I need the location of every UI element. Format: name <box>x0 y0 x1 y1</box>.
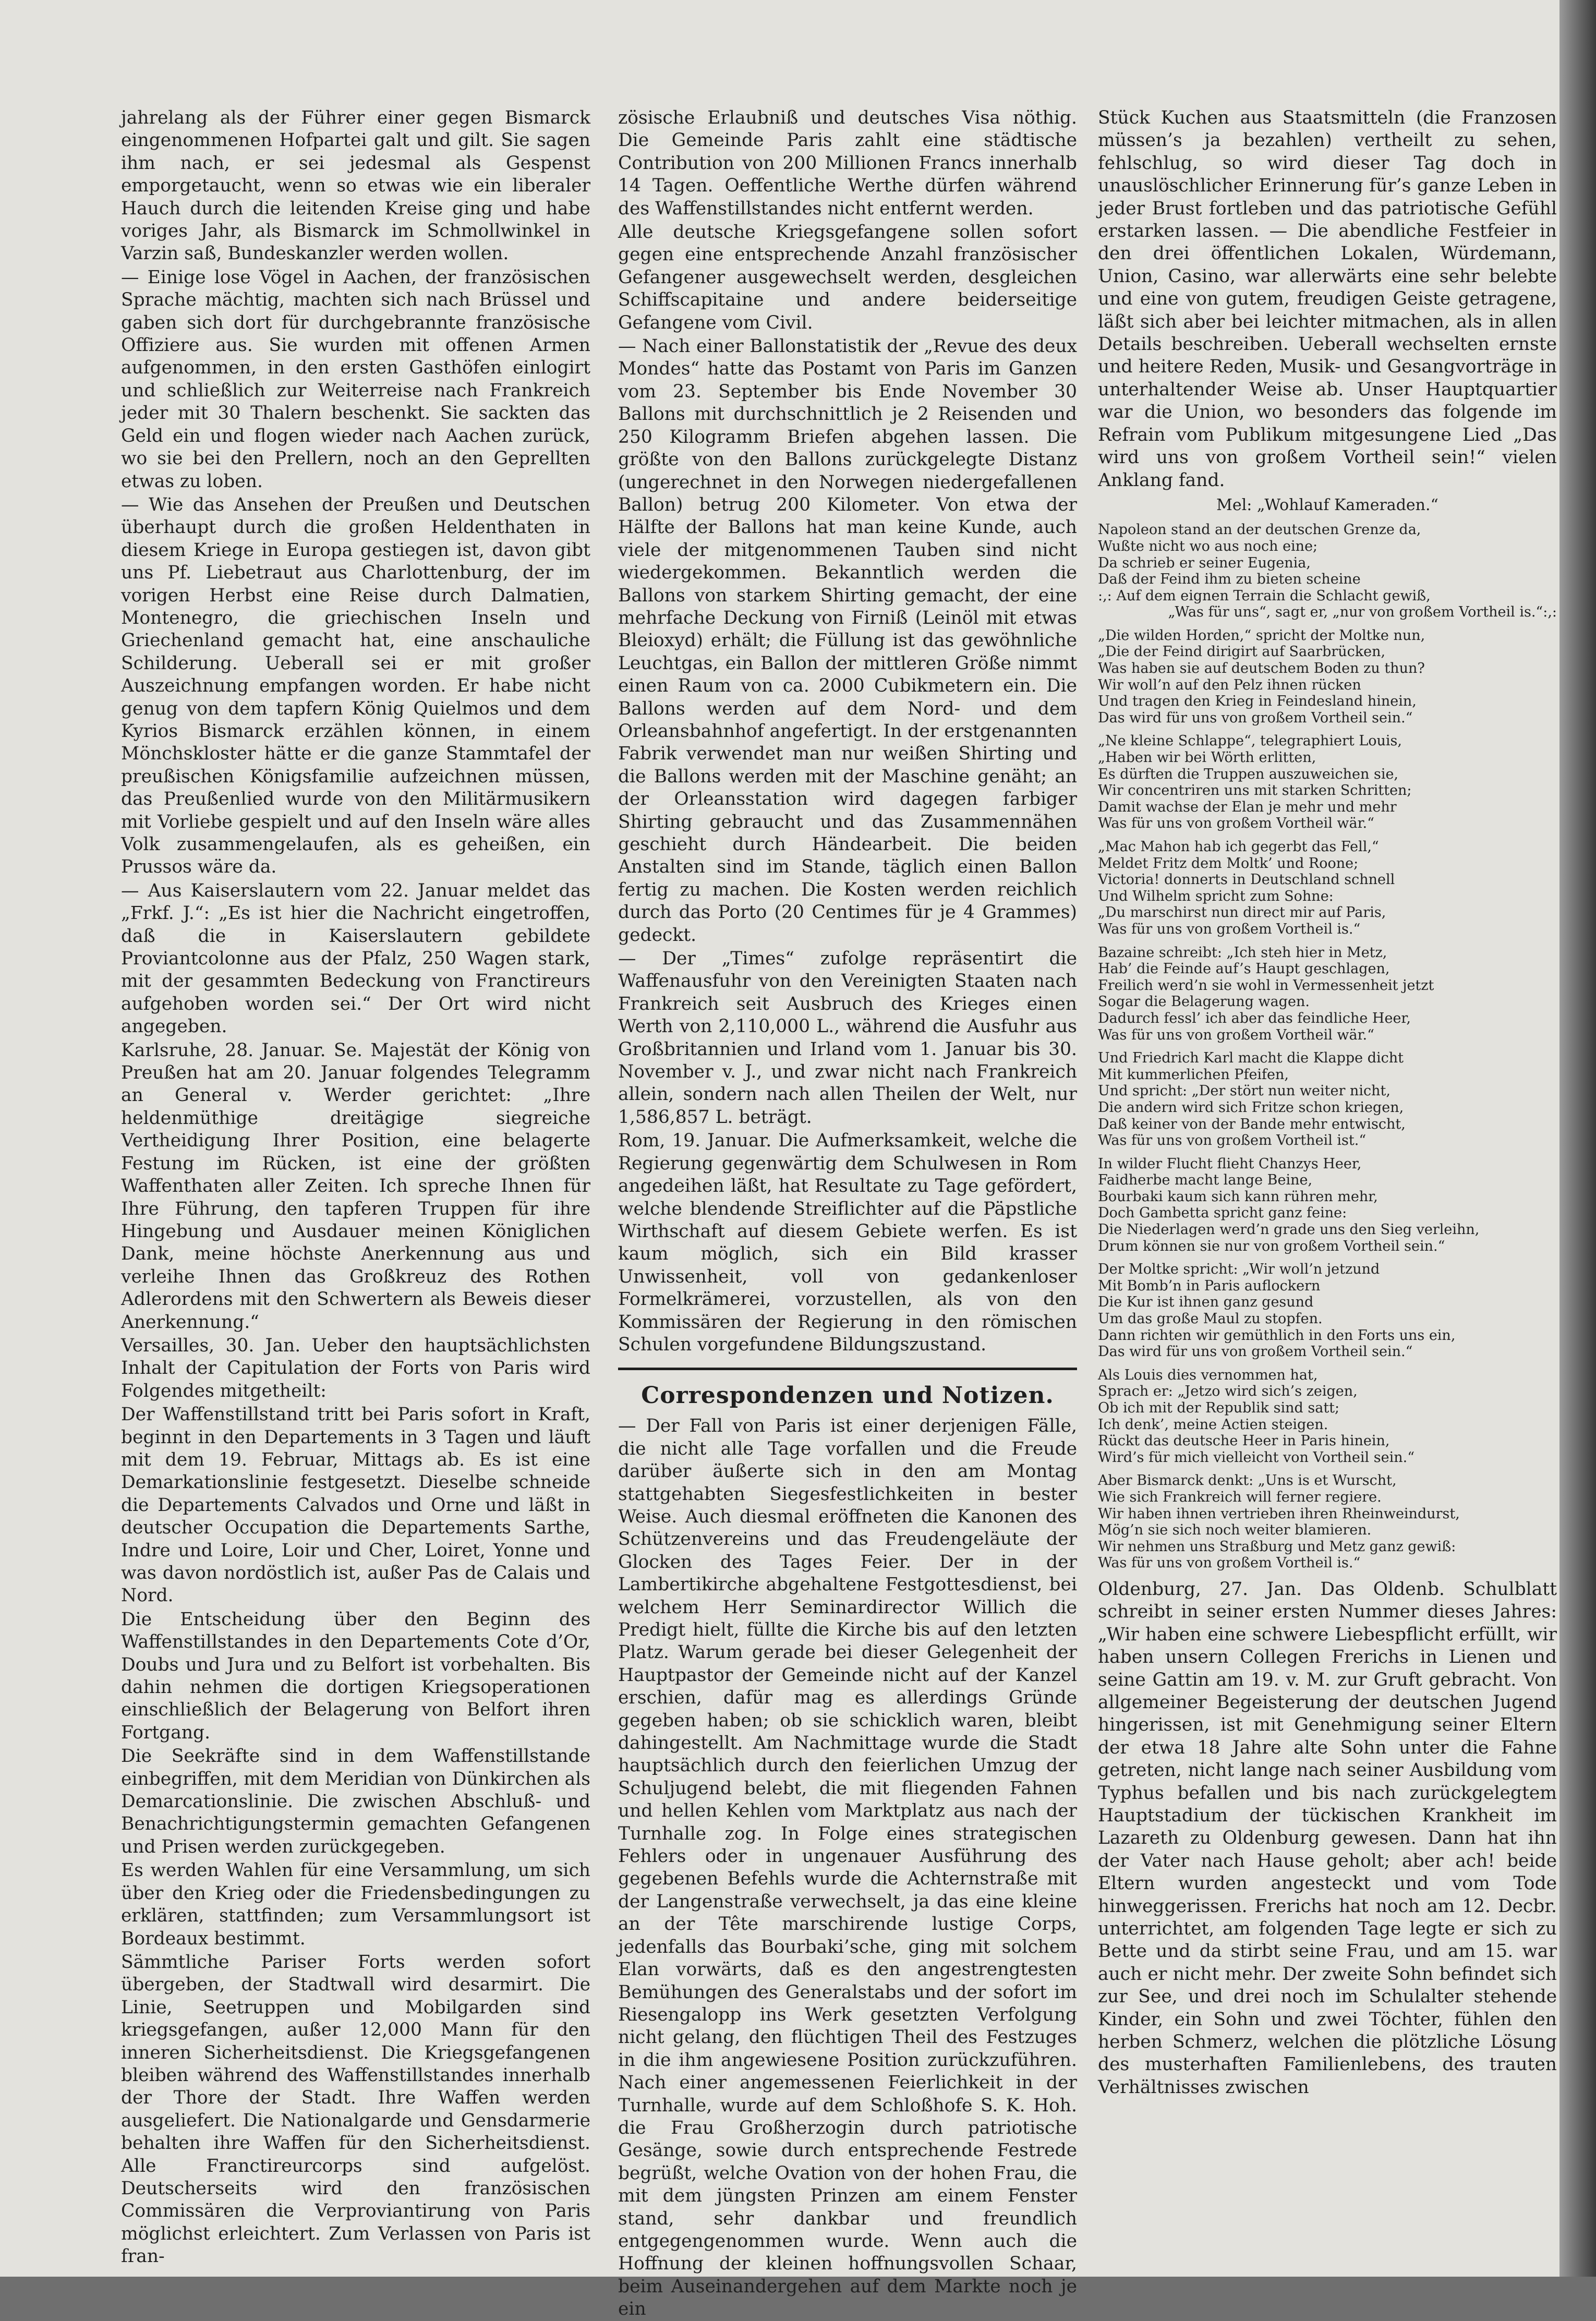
verse-stanza <box>1098 945 1557 1044</box>
page-edge-shadow <box>1559 0 1596 2277</box>
verse-line: Daß der Feind ihm zu bieten scheine <box>1098 571 1361 588</box>
column-middle <box>618 107 1077 2320</box>
paragraph: — Der „Times“ zufolge repräsentirt die Waffenausfuhr von den Vereinigten Staaten nach Frankreich seit Ausbruch des Krieges einen Werth von 2,110,000 L., während die Ausfuhr aus Großbritannien und Irland vom 1. Januar bis 30. November v. J., und zwar nicht nach Frankreich allein, sondern nach allen Theilen der Welt, nur 1,586,857 L. beträgt. <box>618 948 1077 1128</box>
verse-line: Wie sich Frankreich will ferner regiere. <box>1098 1489 1382 1505</box>
paragraph: Sämmtliche Pariser Forts werden sofort übergeben, der Stadtwall wird desarmirt. Die Linie, Seetruppen und Mobilgarden sind kriegsgefangen, außer 12,000 Mann für den inneren Sicherheitsdienst. Die Kriegsgefangenen bleiben während des Waffenstillstandes innerhalb der Thore der Stadt. Ihre Waffen werden ausgeliefert. Die Nationalgarde und Gensdarmerie behalten ihre Waffen für den Sicherheitsdienst. Alle Franctireurcorps sind aufgelöst. Deutscherseits wird den französischen Commissären die Verproviantirung von Paris möglichst erleichtert. Zum Verlassen von Paris ist fran- <box>121 1951 590 2267</box>
verse-line: Die Niederlagen werd’n grade uns den Sieg verleihn, <box>1098 1222 1480 1238</box>
verse-line: Was für uns von großem Vortheil wär.“ <box>1098 1026 1374 1043</box>
verse-line: Und Friedrich Karl macht die Klappe dicht <box>1098 1050 1404 1067</box>
verse-line: Sogar die Belagerung wagen. <box>1098 994 1310 1010</box>
verse-stanza <box>1098 1472 1557 1571</box>
paragraph: Rom, 19. Januar. Die Aufmerksamkeit, welche die Regierung gegenwärtig dem Schulwesen in Rom angedeihen läßt, hat Resultate zu Tage gefördert, welche blendende Streiflichter auf die Päpstliche Wirthschaft auf diesem Gebiete werfen. Es ist kaum möglich, sich ein Bild krasser Unwissenheit, voll von gedankenloser Formelkrämerei, vorzustellen, als von den Kommissären der Regierung in den römischen Schulen vorgefundene Bildungszustand. <box>618 1130 1077 1355</box>
verse-line: Dadurch fessl’ ich aber das feindliche Heer, <box>1098 1010 1411 1026</box>
verse-line: „Die wilden Horden,“ spricht der Moltke nun, <box>1098 627 1425 644</box>
paragraph: Oldenburg, 27. Jan. Das Oldenb. Schulblatt schreibt in seiner ersten Nummer dieses Jahres: „Wir haben eine schwere Liebespflicht erfüllt, wir haben unsern Collegen Frerichs in Lienen und seine Gattin am 19. v. M. zur Gruft gebracht. Von allgemeiner Begeisterung der deutschen Jugend hingerissen, ist mit Genehmigung seiner Eltern der etwa 18 Jahre alte Sohn unter die Fahne getreten, nicht lange nach seiner Ausbildung vom Typhus befallen und bis nach zurückgelegtem Hauptstadium der tückischen Krankheit im Lazareth zu Oldenburg gewesen. Dann hat ihn der Vater nach Hause geholt; aber ach! beide Eltern wurden angesteckt und vom Tode hinweggerissen. Frerichs hat noch am 12. Decbr. unterrichtet, am folgenden Tage legte er sich zu Bette und da stirbt seine Frau, und am 15. war auch er nicht mehr. Der zweite Sohn befindet sich zur See, und drei noch im Schulalter stehende Kinder, ein Sohn und zwei Töchter, fühlen den herben Schmerz, welchen die plötzliche Lösung des musterhaften Familienlebens, des trauten Verhältnisses zwischen <box>1098 1578 1557 2098</box>
song-verses <box>1098 522 1557 1571</box>
verse-stanza <box>1098 522 1557 621</box>
verse-line: Faidherbe macht lange Beine, <box>1098 1172 1313 1189</box>
verse-line: Meldet Fritz dem Moltk’ und Roone; <box>1098 855 1359 872</box>
verse-stanza <box>1098 1050 1557 1149</box>
paragraph: Karlsruhe, 28. Januar. Se. Majestät der König von Preußen hat am 20. Januar folgendes Telegramm an General v. Werder gerichtet: „Ihre heldenmüthige dreitägige siegreiche Vertheidigung Ihrer Position, eine belagerte Festung im Rücken, ist eine der größten Waffenthaten aller Zeiten. Ich spreche Ihnen für Ihre Führung, den tapferen Truppen für ihre Hingebung und Ausdauer meinen Königlichen Dank, meine höchste Anerkennung aus und verleihe Ihnen das Großkreuz des Rothen Adlerordens mit den Schwertern als Beweis dieser Anerkennung.“ <box>121 1039 590 1333</box>
verse-line: Wir haben ihnen vertrieben ihren Rheinweindurst, <box>1098 1505 1460 1522</box>
column-right <box>1098 107 1557 2251</box>
verse-line: Wir concentriren uns mit starken Schritten; <box>1098 782 1412 799</box>
verse-line: :,: Auf dem eignen Terrain die Schlacht gewiß, <box>1098 587 1431 604</box>
verse-line: Victoria! donnerts in Deutschland schnell <box>1098 872 1395 888</box>
verse-line: Was für uns von großem Vortheil is.“ <box>1098 1555 1361 1571</box>
verse-line: Hab’ die Feinde auf’s Haupt geschlagen, <box>1098 961 1390 977</box>
verse-line: Und spricht: „Der stört nun weiter nicht, <box>1098 1083 1391 1099</box>
song-melody-note: Mel: „Wohlauf Kameraden.“ <box>1216 495 1438 514</box>
verse-line: Mit kummerlichen Pfeifen, <box>1098 1066 1289 1083</box>
paragraph: Die Seekräfte sind in dem Waffenstillstande einbegriffen, mit dem Meridian von Dünkirchen als Demarcationslinie. Die zwischen Abschluß- und Benachrichtigungstermin gemachten Gefangenen und Prisen werden zurückgegeben. <box>121 1746 590 1857</box>
paragraph: jahrelang als der Führer einer gegen Bismarck eingenommenen Hofpartei galt und gilt. Sie sagen ihm nach, er sei jedesmal als Gespenst emporgetaucht, wenn so etwas wie ein liberaler Hauch durch die leitenden Kreise ging und habe voriges Jahr, als Bismarck im Schmollwinkel in Varzin saß, Bundeskanzler werden wollen. <box>121 107 590 264</box>
verse-line: Daß keiner von der Bande mehr entwischt, <box>1098 1116 1406 1132</box>
verse-line: Wir nehmen uns Straßburg und Metz ganz gewiß: <box>1098 1538 1456 1555</box>
column-left <box>121 107 590 2267</box>
verse-line: „Du marschirst nun direct mir auf Paris, <box>1098 904 1386 921</box>
verse-line: „Was für uns“, sagt er, „nur von großem Vortheil is.“:,: <box>1168 604 1557 621</box>
verse-line: Ob ich mit der Republik sind satt; <box>1098 1400 1340 1416</box>
verse-line: In wilder Flucht flieht Chanzys Heer, <box>1098 1155 1362 1172</box>
verse-line: Napoleon stand an der deutschen Grenze da, <box>1098 522 1421 538</box>
paragraph: — Wie das Ansehen der Preußen und Deutschen überhaupt durch die großen Heldenthaten in diesem Kriege in Europa gestiegen ist, davon gibt uns Pf. Liebetraut aus Charlottenburg, der im vorigen Herbst eine Reise durch Dalmatien, Montenegro, die griechischen Inseln und Griechenland gemacht hat, eine anschauliche Schilderung. Ueberall sei er mit großer Auszeichnung empfangen worden. Er habe nicht genug von dem tapfern König Quielmos und dem Kyrios Bismarck erzählen können, in einem Mönchskloster hätte er die ganze Stammtafel der preußischen Königsfamilie aufzeichnen müssen, das Preußenlied wurde von den Militärmusikern mit Vorliebe gespielt und auf den Inseln wäre alles Volk zusammengelaufen, als es geheißen, ein Prussos wäre da. <box>121 494 590 878</box>
verse-line: Ich denk’, meine Actien steigen. <box>1098 1416 1328 1433</box>
verse-line: Und Wilhelm spricht zum Sohne: <box>1098 888 1334 904</box>
verse-line: „Ne kleine Schlappe“, telegraphiert Louis, <box>1098 733 1402 750</box>
verse-stanza <box>1098 733 1557 832</box>
verse-stanza <box>1098 1367 1557 1466</box>
verse-line: Die andern wird sich Fritze schon kriegen, <box>1098 1099 1404 1116</box>
verse-line: Wird’s für mich vielleicht von Vortheil sein.“ <box>1098 1449 1414 1466</box>
verse-line: Wußte nicht wo aus noch eine; <box>1098 538 1318 554</box>
verse-line: Rückt das deutsche Heer in Paris hinein, <box>1098 1433 1390 1449</box>
verse-line: Sprach er: „Jetzo wird sich’s zeigen, <box>1098 1383 1358 1400</box>
verse-line: Damit wachse der Elan je mehr und mehr <box>1098 799 1397 815</box>
verse-line: Die Kur ist ihnen ganz gesund <box>1098 1294 1314 1311</box>
section-heading: Correspondenzen und Notizen. <box>641 1382 1054 1409</box>
verse-line: Was für uns von großem Vortheil is.“ <box>1098 921 1361 937</box>
verse-line: Wir woll’n auf den Pelz ihnen rücken <box>1098 676 1361 693</box>
verse-line: „Haben wir bei Wörth erlitten, <box>1098 750 1316 766</box>
verse-line: Freilich werd’n sie wohl in Vermessenheit jetzt <box>1098 977 1434 994</box>
verse-line: Um das große Maul zu stopfen. <box>1098 1311 1323 1327</box>
verse-line: Dann richten wir gemüthlich in den Forts uns ein, <box>1098 1327 1456 1344</box>
paragraph: — Der Fall von Paris ist einer derjenigen Fälle, die nicht alle Tage vorfallen und die Freude darüber äußerte sich in den am Montag stattgehabten Siegesfestlichkeiten in bester Weise. Auch diesmal eröffneten die Kanonen des Schützenvereins und das Freudengeläute der Glocken des Tages Feier. Der in der Lambertikirche abgehaltene Festgottesdienst, bei welchem Herr Seminardirector Willich die Predigt hielt, füllte die Kirche bis auf den letzten Platz. Warum gerade bei dieser Gelegenheit der Hauptpastor der Gemeinde nicht auf der Kanzel erschien, dafür mag es allerdings Gründe gegeben haben; ob sie schicklich waren, bleibt dahingestellt. Am Nachmittage wurde die Stadt hauptsächlich durch den feierlichen Umzug der Schuljugend belebt, die mit fliegenden Fahnen und hellen Kehlen vom Marktplatz aus nach der Turnhalle zog. In Folge eines strategischen Fehlers oder in ungenauer Ausführung des gegebenen Befehls wurde die Achternstraße mit der Langenstraße verwechselt, ja das eine kleine an der Tête marschirende lustige Corps, jedenfalls das Bourbaki’sche, ging mit solchem Elan vorwärts, daß es den angestrengtesten Bemühungen des Generalstabs und der sofort im Riesengalopp ins Werk gesetzten Verfolgung nicht gelang, den flüchtigen Theil des Festzuges in die ihm angewiesene Position zurückzuführen. Nach einer angemessenen Feierlichkeit in der Turnhalle, wurde auf dem Schloßhofe S. K. Hoh. die Frau Großherzogin durch patriotische Gesänge, sowie durch entsprechende Festrede begrüßt, welche Ovation von der hohen Frau, die mit dem jüngsten Prinzen am einem Fenster stand, sehr dankbar und freundlich entgegengenommen wurde. Wenn auch die Hoffnung der kleinen hoffnungsvollen Schaar, beim Auseinandergehen auf dem Markte noch je ein <box>618 1416 1077 2320</box>
verse-line: Bourbaki kaum sich kann rühren mehr, <box>1098 1188 1378 1205</box>
verse-line: „Die der Feind dirigirt auf Saarbrücken, <box>1098 644 1386 660</box>
verse-line: Drum können sie nur von großem Vortheil sein.“ <box>1098 1238 1445 1254</box>
verse-line: Als Louis dies vernommen hat, <box>1098 1367 1318 1383</box>
verse-line: Bazaine schreibt: „Ich steh hier in Metz, <box>1098 944 1387 961</box>
paragraph: Der Waffenstillstand tritt bei Paris sofort in Kraft, beginnt in den Departements in 3 Tagen und läuft mit dem 19. Februar, Mittags ab. Es ist eine Demarkationslinie festgesetzt. Dieselbe schneide die Departements Calvados und Orne und läßt in deutscher Occupation die Departements Sarthe, Indre und Loire, Loir und Cher, Loiret, Yonne und was davon nordöstlich ist, außer Pas de Calais und Nord. <box>121 1404 590 1606</box>
verse-line: Das wird für uns von großem Vortheil sein.“ <box>1098 709 1413 726</box>
verse-line: Und tragen den Krieg in Feindesland hinein, <box>1098 693 1417 710</box>
verse-stanza <box>1098 1261 1557 1360</box>
paragraph: Stück Kuchen aus Staatsmitteln (die Franzosen müssen’s ja bezahlen) vertheilt zu sehen, fehlschlug, so wird dieser Tag doch in unauslöschlicher Erinnerung für’s ganze Leben in jeder Brust fortleben und das patriotische Gefühl erstarken lassen. — Die abendliche Festfeier in den drei öffentlichen Lokalen, Würdemann, Union, Casino, war allerwärts eine sehr belebte und eine von gutem, freudigen Geiste getragene, läßt sich aber bei leichter mitmachen, als in allen Details beschreiben. Ueberall wechselten ernste und heitere Reden, Musik- und Gesangvorträge in unterhaltender Weise ab. Unser Hauptquartier war die Union, wo besonders das folgende im Refrain vom Publikum mitgesungene Lied „Das wird uns von großem Vortheil sein!“ vielen Anklang fand. <box>1098 107 1557 491</box>
verse-line: Doch Gambetta spricht ganz feine: <box>1098 1205 1347 1222</box>
verse-line: Es dürften die Truppen auszuweichen sie, <box>1098 766 1399 782</box>
section-divider <box>618 1368 1077 1370</box>
paragraph: — Aus Kaiserslautern vom 22. Januar meldet das „Frkf. J.“: „Es ist hier die Nachricht eingetroffen, daß die in Kaiserslautern gebildete Proviantcolonne aus der Pfalz, 250 Wagen stark, mit der gesammten Bedeckung von Franctireurs aufgehoben worden sei.“ Der Ort wird nicht angegeben. <box>121 880 590 1037</box>
verse-line: „Mac Mahon hab ich gegerbt das Fell,“ <box>1098 839 1379 855</box>
paragraph: Es werden Wahlen für eine Versammlung, um sich über den Krieg oder die Friedensbedingungen zu erklären, stattfinden; zum Versammlungsort ist Bordeaux bestimmt. <box>121 1860 590 1949</box>
verse-line: Da schrieb er seiner Eugenia, <box>1098 554 1311 571</box>
paragraph: Alle deutsche Kriegsgefangene sollen sofort gegen eine entsprechende Anzahl französischer Gefangener ausgewechselt werden, desgleichen Schiffscapitaine und andere beiderseitige Gefangene vom Civil. <box>618 222 1077 333</box>
verse-line: Was für uns von großem Vortheil wär.“ <box>1098 815 1374 832</box>
verse-stanza <box>1098 839 1557 938</box>
verse-stanza <box>1098 627 1557 727</box>
paragraph: — Einige lose Vögel in Aachen, der französischen Sprache mächtig, machten sich nach Brüssel und gaben sich dort für durchgebrannte französische Offiziere aus. Sie wurden mit offenen Armen aufgenommen, in den ersten Gasthöfen einlogirt und schließlich zur Weiterreise nach Frankreich jeder mit 30 Thalern beschenkt. Sie sackten das Geld ein und flogen wieder nach Aachen zurück, wo sie bei den Prellern, noch an den Geprellten etwas zu loben. <box>121 267 590 492</box>
paragraph: — Nach einer Ballonstatistik der „Revue des deux Mondes“ hatte das Postamt von Paris im Ganzen vom 23. September bis Ende November 30 Ballons mit durchschnittlich je 2 Reisenden und 250 Kilogramm Briefen abgehen lassen. Die größte von den Ballons zurückgelegte Distanz (ungerechnet in den Norwegen niedergefallenen Ballon) betrug 200 Kilometer. Von etwa der Hälfte der Ballons hat man keine Kunde, auch viele der mitgenommenen Tauben sind nicht wiedergekommen. Bekanntlich werden die Ballons von starkem Shirting gemacht, der eine mehrfache Deckung von Firniß (Leinöl mit etwas Bleioxyd) erhält; die Füllung ist das gewöhnliche Leuchtgas, ein Ballon der mittleren Größe nimmt einen Raum von ca. 2000 Cubikmetern ein. Die Ballons werden auf dem Nord- und dem Orleansbahnhof angefertigt. In der erstgenannten Fabrik verwendet man nur weißen Shirting und die Ballons werden mit der Maschine genäht; an der Orleansstation wird dagegen farbiger Shirting gebraucht und das Zusammennähen geschieht durch Händearbeit. Die beiden Anstalten sind im Stande, täglich einen Ballon fertig zu machen. Die Kosten werden reichlich durch das Porto (20 Centimes für je 4 Grammes) gedeckt. <box>618 336 1077 946</box>
verse-line: Das wird für uns von großem Vortheil sein.“ <box>1098 1344 1413 1360</box>
verse-line: Mit Bomb’n in Paris auflockern <box>1098 1277 1321 1294</box>
paragraph: Die Entscheidung über den Beginn des Waffenstillstandes in den Departements Cote d’Or, Doubs und Jura und zu Belfort ist vorbehalten. Bis dahin nehmen die dortigen Kriegsoperationen einschließlich der Belagerung von Belfort ihren Fortgang. <box>121 1609 590 1743</box>
verse-line: Was haben sie auf deutschem Boden zu thun? <box>1098 660 1425 677</box>
verse-line: Der Moltke spricht: „Wir woll’n jetzund <box>1098 1261 1380 1278</box>
paragraph: Versailles, 30. Jan. Ueber den hauptsächlichsten Inhalt der Capitulation der Forts von Paris wird Folgendes mitgetheilt: <box>121 1335 590 1401</box>
verse-line: Was für uns von großem Vortheil ist.“ <box>1098 1132 1367 1149</box>
paragraph: zösische Erlaubniß und deutsches Visa nöthig. Die Gemeinde Paris zahlt eine städtische Contribution von 200 Millionen Francs innerhalb 14 Tagen. Oeffentliche Werthe dürfen während des Waffenstillstandes nicht entfernt werden. <box>618 107 1077 219</box>
verse-line: Aber Bismarck denkt: „Uns is et Wurscht, <box>1098 1472 1397 1489</box>
verse-line: Mög’n sie sich noch weiter blamieren. <box>1098 1522 1372 1539</box>
verse-stanza <box>1098 1156 1557 1255</box>
